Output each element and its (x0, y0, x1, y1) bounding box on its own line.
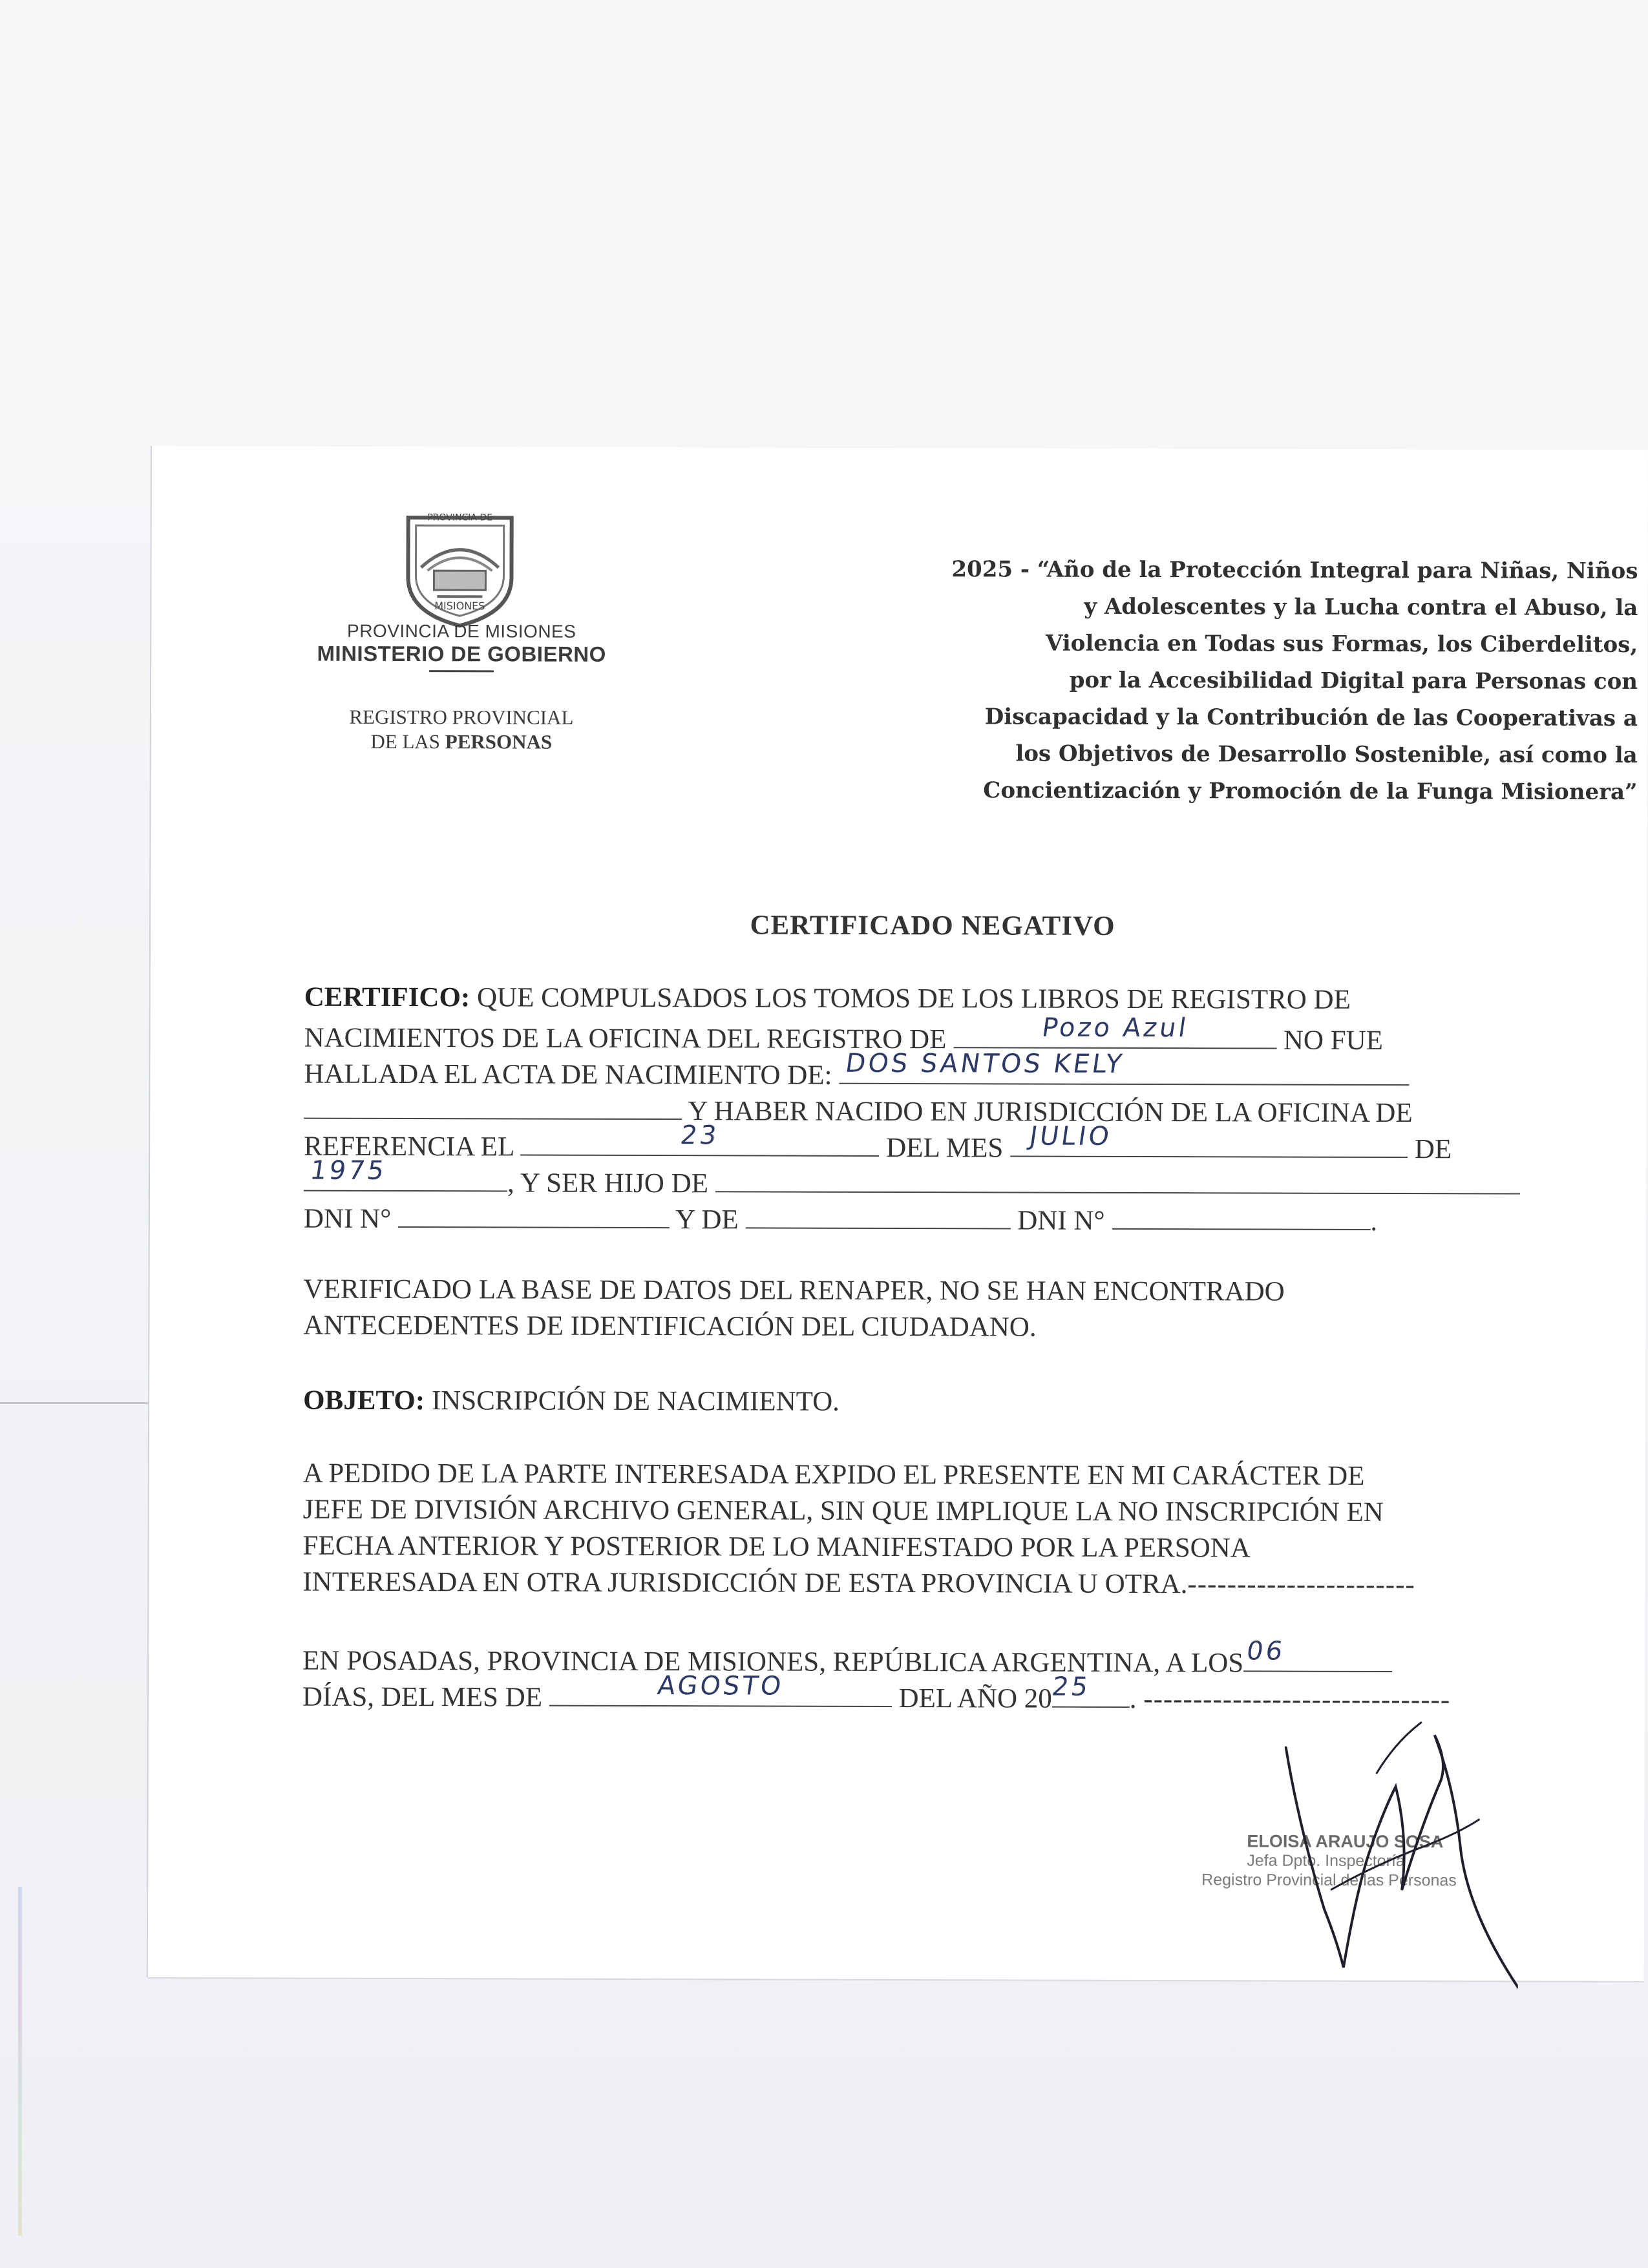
paper-crease (0, 1402, 155, 1404)
issue-day-handwritten: 06 (1245, 1636, 1287, 1666)
issue-year-field (1050, 1672, 1130, 1708)
certifico-text: QUE COMPULSADOS LOS TOMOS DE LOS LIBROS DE REGISTRO DE (470, 982, 1351, 1015)
motto-line: 2025 - “Año de la Protección Integral para Niñas, Niños (951, 556, 1638, 585)
renaper-line-1: VERIFICADO LA BASE DE DATOS DEL RENAPER, NO SE HAN ENCONTRADO (303, 1274, 1285, 1307)
parent-1-dni-field (398, 1197, 670, 1228)
motto-line: Violencia en Todas sus Formas, los Ciberdelitos, (1045, 630, 1638, 658)
office-field (953, 1013, 1276, 1049)
office-handwritten: Pozo Azul (1039, 1013, 1190, 1044)
stamp-role: Jefa Dpto. Inspectoría (1247, 1851, 1405, 1871)
stamp-name: ELOISA ARAUJO SOSA (1247, 1831, 1444, 1852)
certifico-label: CERTIFICO: (304, 982, 470, 1013)
pedido-line-4: INTERESADA EN OTRA JURISDICCIÓN DE ESTA PROVINCIA U OTRA.----------------------- (302, 1566, 1415, 1601)
registry-line-2 (303, 730, 620, 755)
document-title: CERTIFICADO NEGATIVO (750, 910, 1115, 941)
birth-year-handwritten: 1975 (308, 1155, 389, 1186)
registry-line-2b: PERSONAS (445, 730, 553, 753)
motto-line: Discapacidad y la Contribución de las Cooperativas a (984, 704, 1638, 732)
birth-day-handwritten: 23 (679, 1120, 721, 1151)
objeto-line (303, 1383, 840, 1420)
issue-month-field (549, 1671, 892, 1707)
stamp-office: Registro Provincial de las Personas (1201, 1871, 1457, 1890)
renaper-line-2: ANTECEDENTES DE IDENTIFICACIÓN DEL CIUDADANO. (303, 1310, 1037, 1343)
certifico-line-2: NACIMIENTOS DE LA OFICINA DEL REGISTRO DE Pozo Azul NO FUE (304, 1016, 1384, 1059)
certifico-line-6: 1975 , Y SER HIJO DE (304, 1160, 1520, 1204)
handwritten-signature (1247, 1696, 1519, 2000)
certifico-line-7: DNI N° Y DE DNI N° . (304, 1197, 1377, 1240)
ministry-header (303, 621, 620, 673)
birth-month-field (1010, 1121, 1408, 1158)
birth-year-field (304, 1155, 507, 1192)
objeto-text: INSCRIPCIÓN DE NACIMIENTO. (425, 1385, 840, 1417)
motto-line: Concientización y Promoción de la Funga Misionera” (983, 777, 1638, 806)
certifico-line-3: HALLADA EL ACTA DE NACIMIENTO DE: DOS SANTOS KELY (304, 1052, 1409, 1095)
parent-1-field (715, 1161, 1520, 1194)
province-name: PROVINCIA DE MISIONES (347, 620, 576, 642)
pedido-line-3: FECHA ANTERIOR Y POSTERIOR DE LO MANIFESTADO POR LA PERSONA (302, 1530, 1251, 1564)
header-divider (429, 670, 494, 672)
seal-text-top: PROVINCIA DE (427, 512, 493, 523)
registry-header (303, 705, 620, 755)
provincia-misiones-shield-icon (401, 506, 518, 629)
certificate-sheet (148, 446, 1648, 1981)
certifico-line-4: Y HABER NACIDO EN JURISDICCIÓN DE LA OFICINA DE (304, 1088, 1413, 1131)
issue-year-handwritten: 25 (1050, 1672, 1093, 1702)
lugar-fecha-line-2: DÍAS, DEL MES DE AGOSTO DEL AÑO 20 25 . ------------------------------- (302, 1675, 1450, 1719)
motto-line: y Adolescentes y la Lucha contra el Abuso, la (1084, 593, 1638, 622)
registry-line-1: REGISTRO PROVINCIAL (349, 705, 574, 729)
motto-line: por la Accesibilidad Digital para Personas con (1069, 667, 1638, 695)
birth-month-handwritten: JULIO (1027, 1121, 1114, 1151)
certifico-line-5: REFERENCIA EL 23 DEL MES JULIO DE (304, 1124, 1452, 1168)
person-name-field (839, 1048, 1409, 1086)
lugar-fecha-line-1: EN POSADAS, PROVINCIA DE MISIONES, REPÚBLICA ARGENTINA, A LOS 06 (302, 1639, 1392, 1682)
issue-day-field (1243, 1636, 1392, 1672)
birth-day-field (520, 1120, 879, 1156)
person-name-handwritten: DOS SANTOS KELY (843, 1048, 1126, 1079)
motto-line: los Objetivos de Desarrollo Sostenible, así como la (1015, 740, 1638, 769)
issue-month-handwritten: AGOSTO (655, 1671, 786, 1701)
parent-2-dni-field (1112, 1199, 1370, 1230)
pedido-line-1: A PEDIDO DE LA PARTE INTERESADA EXPIDO EL PRESENTE EN MI CARÁCTER DE (302, 1458, 1365, 1491)
registry-line-2a: DE LAS (370, 730, 445, 753)
scan-edge-artifact (18, 1887, 22, 2236)
parent-2-field (745, 1197, 1010, 1229)
ministry-name: MINISTERIO DE GOBIERNO (317, 641, 606, 666)
year-motto (707, 551, 1638, 811)
seal-text-bottom: MISIONES (434, 600, 485, 613)
objeto-label: OBJETO: (303, 1385, 425, 1416)
person-name-field-cont (304, 1088, 682, 1120)
pedido-line-2: JEFE DE DIVISIÓN ARCHIVO GENERAL, SIN QUE IMPLIQUE LA NO INSCRIPCIÓN EN (302, 1494, 1384, 1528)
